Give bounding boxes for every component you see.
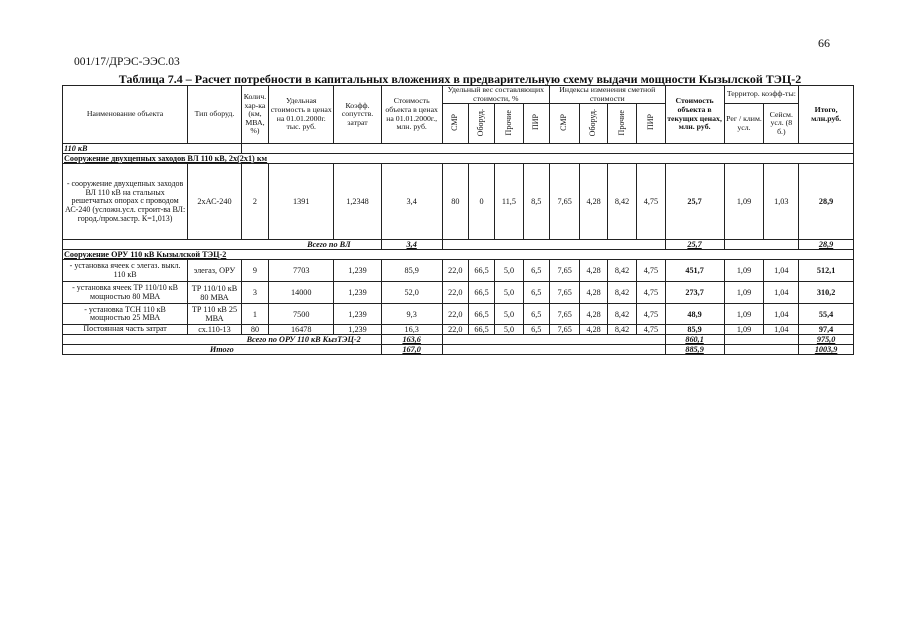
grand-total-current: 885,9 xyxy=(665,345,724,355)
row-total: 55,4 xyxy=(799,304,854,325)
row-reg: 1,09 xyxy=(724,325,764,335)
row-name: Постоянная часть затрат xyxy=(63,325,188,335)
row-idx-obor: 4,28 xyxy=(580,260,607,282)
grand-total-total: 1003,9 xyxy=(799,345,854,355)
row-obor: 66,5 xyxy=(468,325,494,335)
grand-total-label: Итого xyxy=(63,345,382,355)
section-110kv: 110 кВ xyxy=(63,144,242,154)
row-idx-smr: 7,65 xyxy=(549,260,580,282)
header-type: Тип оборуд. xyxy=(188,86,242,144)
subtotal-row xyxy=(63,335,854,345)
row-current: 451,7 xyxy=(665,260,724,282)
row-type: элегаз, ОРУ xyxy=(188,260,242,282)
row-name: - установка ТСН 110 кВ мощностью 25 МВА xyxy=(63,304,188,325)
row-idx-obor: 4,28 xyxy=(580,325,607,335)
row-reg: 1,09 xyxy=(724,282,764,304)
row-idx-pir: 4,75 xyxy=(637,304,665,325)
row-idx-proch: 8,42 xyxy=(607,260,636,282)
subtotal-vl-current: 25,7 xyxy=(665,240,724,250)
row-name: - сооружение двухцепных заходов ВЛ 110 кВ на стальных решетчатых опорах с проводом АС-240 (усложн.усл. строит-ва ВЛ: город./пром.застр. К=1,013) xyxy=(63,164,188,240)
row-total: 28,9 xyxy=(799,164,854,240)
row-obor: 0 xyxy=(468,164,494,240)
row-current: 25,7 xyxy=(665,164,724,240)
header-idx-smr: СМР xyxy=(559,113,569,131)
block-oru-title: Сооружение ОРУ 110 кВ Кызылской ТЭЦ-2 xyxy=(63,250,854,260)
row-proch: 5,0 xyxy=(495,260,523,282)
row-coef: 1,239 xyxy=(334,260,381,282)
header-idx-obor: Оборуд. xyxy=(588,108,598,136)
row-cost: 9,3 xyxy=(381,304,442,325)
subtotal-oru-cost: 163,6 xyxy=(381,335,442,345)
table-row xyxy=(63,164,854,240)
row-pir: 6,5 xyxy=(523,260,549,282)
row-name: - установка ячеек с элегаз. выкл. 110 кВ xyxy=(63,260,188,282)
row-seism: 1,04 xyxy=(764,282,799,304)
row-idx-smr: 7,65 xyxy=(549,304,580,325)
row-idx-proch: 8,42 xyxy=(607,164,636,240)
grand-total-row xyxy=(63,345,854,355)
row-idx-proch: 8,42 xyxy=(607,304,636,325)
row-coef: 1,239 xyxy=(334,304,381,325)
table-row xyxy=(63,325,854,335)
header-idx-pir: ПИР xyxy=(645,114,655,131)
row-type: 2хАС-240 xyxy=(188,164,242,240)
row-type: сх.110-13 xyxy=(188,325,242,335)
row-idx-pir: 4,75 xyxy=(637,164,665,240)
header-name: Наименование объекта xyxy=(63,86,188,144)
table-row xyxy=(63,260,854,282)
row-idx-pir: 4,75 xyxy=(637,282,665,304)
row-idx-obor: 4,28 xyxy=(580,282,607,304)
row-idx-smr: 7,65 xyxy=(549,164,580,240)
header-smr: СМР xyxy=(449,113,459,131)
header-total: Итого, млн.руб. xyxy=(799,86,854,144)
subtotal-row xyxy=(63,240,854,250)
header-current-cost: Стоимость объекта в текущих ценах, млн. руб. xyxy=(665,86,724,144)
row-total: 97,4 xyxy=(799,325,854,335)
page-number: 66 xyxy=(818,36,830,50)
row-reg: 1,09 xyxy=(724,164,764,240)
table-row xyxy=(63,282,854,304)
row-qty: 1 xyxy=(241,304,268,325)
subtotal-vl-total: 28,9 xyxy=(799,240,854,250)
row-reg: 1,09 xyxy=(724,304,764,325)
header-terr-group: Территор. коэфф-ты: xyxy=(724,86,799,104)
subtotal-oru-total: 975,0 xyxy=(799,335,854,345)
row-smr: 22,0 xyxy=(442,304,468,325)
row-idx-smr: 7,65 xyxy=(549,282,580,304)
table-title: Таблица 7.4 – Расчет потребности в капитальных вложениях в предварительную схему выдачи мощности Кызылской ТЭЦ-2 xyxy=(118,72,802,86)
header-cost-2000: Стоимость объекта в ценах на 01.01.2000г., млн. руб. xyxy=(381,86,442,144)
row-name: - установка ячеек ТР 110/10 кВ мощностью 80 МВА xyxy=(63,282,188,304)
row-current: 48,9 xyxy=(665,304,724,325)
row-qty: 80 xyxy=(241,325,268,335)
document-code: 001/17/ДРЭС-ЭЭС.03 xyxy=(74,56,180,68)
header-pir: ПИР xyxy=(530,114,540,131)
row-unit-cost: 7500 xyxy=(269,304,334,325)
row-smr: 22,0 xyxy=(442,325,468,335)
row-idx-proch: 8,42 xyxy=(607,282,636,304)
row-idx-obor: 4,28 xyxy=(580,164,607,240)
row-unit-cost: 1391 xyxy=(269,164,334,240)
header-unit-cost: Удельная стоимость в ценах на 01.01.2000г. тыс. руб. xyxy=(269,86,334,144)
row-cost: 3,4 xyxy=(381,164,442,240)
row-seism: 1,04 xyxy=(764,260,799,282)
header-reg: Рег / клим. усл. xyxy=(724,104,764,144)
row-coef: 1,239 xyxy=(334,325,381,335)
row-obor: 66,5 xyxy=(468,304,494,325)
header-index-group: Индексы изменения сметной стоимости xyxy=(549,86,665,104)
header-qty: Колич. хар-ка (км, МВА, %) xyxy=(241,86,268,144)
row-current: 85,9 xyxy=(665,325,724,335)
subtotal-oru-current: 860,1 xyxy=(665,335,724,345)
row-pir: 6,5 xyxy=(523,282,549,304)
subtotal-oru-label: Всего по ОРУ 110 кВ КызТЭЦ-2 xyxy=(63,335,382,345)
row-coef: 1,239 xyxy=(334,282,381,304)
row-pir: 8,5 xyxy=(523,164,549,240)
table-row xyxy=(63,304,854,325)
row-cost: 85,9 xyxy=(381,260,442,282)
row-reg: 1,09 xyxy=(724,260,764,282)
row-idx-pir: 4,75 xyxy=(637,260,665,282)
subtotal-vl-cost: 3,4 xyxy=(381,240,442,250)
row-type: ТР 110/10 кВ 80 МВА xyxy=(188,282,242,304)
row-smr: 80 xyxy=(442,164,468,240)
row-seism: 1,03 xyxy=(764,164,799,240)
grand-total-cost: 167,0 xyxy=(381,345,442,355)
row-total: 512,1 xyxy=(799,260,854,282)
row-unit-cost: 7703 xyxy=(269,260,334,282)
row-qty: 9 xyxy=(241,260,268,282)
row-total: 310,2 xyxy=(799,282,854,304)
row-unit-cost: 16478 xyxy=(269,325,334,335)
row-current: 273,7 xyxy=(665,282,724,304)
header-coef: Коэфф. сопутств. затрат xyxy=(334,86,381,144)
row-type: ТР 110 кВ 25 МВА xyxy=(188,304,242,325)
block-vl-title: Сооружение двухцепных заходов ВЛ 110 кВ, 2х(2х1) км xyxy=(63,154,854,164)
row-proch: 5,0 xyxy=(495,325,523,335)
row-seism: 1,04 xyxy=(764,325,799,335)
row-idx-pir: 4,75 xyxy=(637,325,665,335)
header-idx-proch: Прочие xyxy=(616,109,626,136)
row-obor: 66,5 xyxy=(468,260,494,282)
row-cost: 52,0 xyxy=(381,282,442,304)
row-idx-obor: 4,28 xyxy=(580,304,607,325)
row-unit-cost: 14000 xyxy=(269,282,334,304)
row-proch: 5,0 xyxy=(495,304,523,325)
row-smr: 22,0 xyxy=(442,260,468,282)
row-idx-smr: 7,65 xyxy=(549,325,580,335)
subtotal-vl-label: Всего по ВЛ xyxy=(63,240,382,250)
header-share-group: Удельный вес составляющих стоимости, % xyxy=(442,86,549,104)
row-proch: 11,5 xyxy=(495,164,523,240)
row-pir: 6,5 xyxy=(523,325,549,335)
row-idx-proch: 8,42 xyxy=(607,325,636,335)
row-cost: 16,3 xyxy=(381,325,442,335)
row-proch: 5,0 xyxy=(495,282,523,304)
header-seism: Сейсм. усл. (8 б.) xyxy=(764,104,799,144)
row-pir: 6,5 xyxy=(523,304,549,325)
header-proch: Прочие xyxy=(503,109,513,136)
row-smr: 22,0 xyxy=(442,282,468,304)
row-obor: 66,5 xyxy=(468,282,494,304)
row-qty: 3 xyxy=(241,282,268,304)
capital-investment-table xyxy=(62,85,854,355)
row-seism: 1,04 xyxy=(764,304,799,325)
row-coef: 1,2348 xyxy=(334,164,381,240)
header-obor: Оборуд. xyxy=(476,108,486,136)
row-qty: 2 xyxy=(241,164,268,240)
